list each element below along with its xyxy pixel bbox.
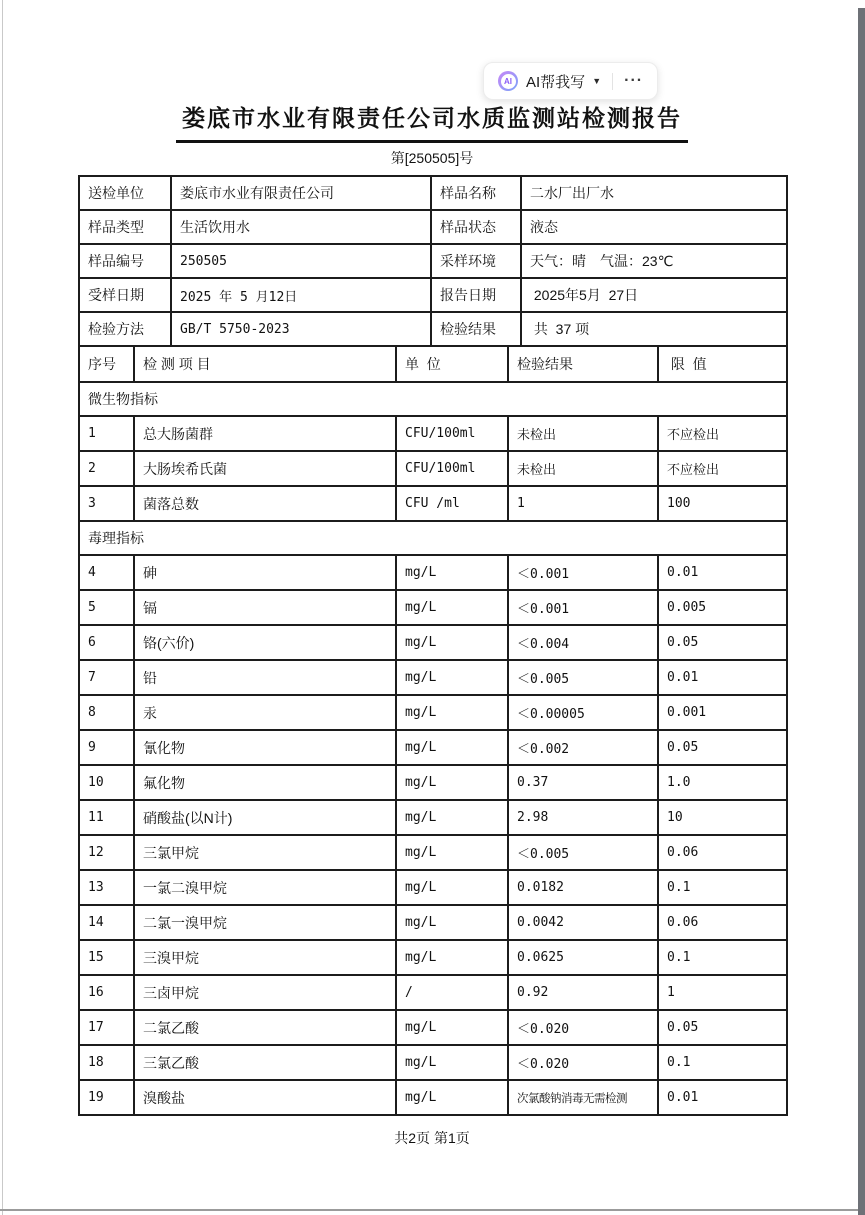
cell-result[interactable]: 未检出 xyxy=(508,451,658,486)
cell-item[interactable]: 镉 xyxy=(134,590,396,625)
cell-item[interactable]: 三氯甲烷 xyxy=(134,835,396,870)
page-left-edge xyxy=(2,0,3,1215)
cell-result[interactable]: 0.92 xyxy=(508,975,658,1010)
result-row xyxy=(79,835,787,870)
info-row xyxy=(79,244,787,278)
cell-limit[interactable]: 0.06 xyxy=(658,905,787,940)
column-header[interactable]: 单 位 xyxy=(396,346,508,382)
info-value[interactable]: 液态 xyxy=(521,210,787,244)
cell-item[interactable]: 氰化物 xyxy=(134,730,396,765)
cell-unit[interactable]: mg/L xyxy=(396,1010,508,1045)
cell-limit[interactable]: 0.06 xyxy=(658,835,787,870)
cell-result[interactable]: ＜0.020 xyxy=(508,1045,658,1080)
cell-unit[interactable]: mg/L xyxy=(396,870,508,905)
info-row xyxy=(79,278,787,312)
ai-logo-icon: AI xyxy=(498,71,518,91)
cell-unit[interactable]: mg/L xyxy=(396,730,508,765)
section-row xyxy=(79,382,787,416)
cell-limit[interactable]: 0.005 xyxy=(658,590,787,625)
cell-limit[interactable]: 100 xyxy=(658,486,787,521)
cell-limit[interactable]: 0.001 xyxy=(658,695,787,730)
info-label[interactable]: 检验方法 xyxy=(79,312,171,346)
result-row xyxy=(79,451,787,486)
cell-result[interactable]: 次氯酸钠消毒无需检测 xyxy=(508,1080,658,1115)
cell-index[interactable]: 9 xyxy=(79,730,134,765)
cell-index[interactable]: 3 xyxy=(79,486,134,521)
info-label[interactable]: 报告日期 xyxy=(431,278,521,312)
cell-limit[interactable]: 0.01 xyxy=(658,1080,787,1115)
results-table-body xyxy=(79,346,787,1115)
cell-limit[interactable]: 不应检出 xyxy=(658,451,787,486)
cell-unit[interactable]: CFU/100ml xyxy=(396,416,508,451)
cell-unit[interactable]: mg/L xyxy=(396,800,508,835)
cell-index[interactable]: 1 xyxy=(79,416,134,451)
info-label[interactable]: 检验结果 xyxy=(431,312,521,346)
cell-unit[interactable]: mg/L xyxy=(396,940,508,975)
info-value[interactable]: 天气：晴 气温：23℃ xyxy=(521,244,787,278)
cell-unit[interactable]: mg/L xyxy=(396,905,508,940)
result-row xyxy=(79,625,787,660)
info-value[interactable]: 二水厂出厂水 xyxy=(521,176,787,210)
cell-index[interactable]: 7 xyxy=(79,660,134,695)
result-row xyxy=(79,905,787,940)
test-results-table xyxy=(78,345,788,1116)
results-header-row xyxy=(79,346,787,382)
cell-result[interactable]: 0.37 xyxy=(508,765,658,800)
cell-result[interactable]: 0.0182 xyxy=(508,870,658,905)
cell-unit[interactable]: CFU /ml xyxy=(396,486,508,521)
cell-item[interactable]: 汞 xyxy=(134,695,396,730)
result-row xyxy=(79,1010,787,1045)
cell-index[interactable]: 10 xyxy=(79,765,134,800)
info-value[interactable]: 娄底市水业有限责任公司 xyxy=(171,176,431,210)
cell-item[interactable]: 三卤甲烷 xyxy=(134,975,396,1010)
cell-result[interactable]: ＜0.001 xyxy=(508,555,658,590)
cell-item[interactable]: 铅 xyxy=(134,660,396,695)
cell-limit[interactable]: 0.05 xyxy=(658,730,787,765)
cell-unit[interactable]: mg/L xyxy=(396,625,508,660)
result-row xyxy=(79,416,787,451)
info-value[interactable]: GB/T 5750-2023 xyxy=(171,312,431,346)
cell-item[interactable]: 三氯乙酸 xyxy=(134,1045,396,1080)
info-label[interactable]: 送检单位 xyxy=(79,176,171,210)
cell-limit[interactable]: 0.01 xyxy=(658,660,787,695)
cell-result[interactable]: ＜0.00005 xyxy=(508,695,658,730)
column-header[interactable]: 检 测 项 目 xyxy=(134,346,396,382)
cell-result[interactable]: 0.0042 xyxy=(508,905,658,940)
info-label[interactable]: 样品编号 xyxy=(79,244,171,278)
cell-unit[interactable]: mg/L xyxy=(396,1080,508,1115)
cell-index[interactable]: 5 xyxy=(79,590,134,625)
info-label[interactable]: 样品状态 xyxy=(431,210,521,244)
info-label[interactable]: 受样日期 xyxy=(79,278,171,312)
sample-info-table xyxy=(78,175,788,347)
cell-index[interactable]: 15 xyxy=(79,940,134,975)
cell-item[interactable]: 溴酸盐 xyxy=(134,1080,396,1115)
cell-index[interactable]: 2 xyxy=(79,451,134,486)
info-value[interactable]: 生活饮用水 xyxy=(171,210,431,244)
cell-item[interactable]: 菌落总数 xyxy=(134,486,396,521)
report-number[interactable]: 第[250505]号 xyxy=(390,150,474,166)
cell-unit[interactable]: mg/L xyxy=(396,835,508,870)
page-bottom-edge xyxy=(0,1209,858,1211)
info-table-body xyxy=(79,176,787,346)
result-row xyxy=(79,975,787,1010)
cell-result[interactable]: 0.0625 xyxy=(508,940,658,975)
info-value[interactable]: 2025 年 5 月12日 xyxy=(171,278,431,312)
cell-index[interactable]: 6 xyxy=(79,625,134,660)
info-label[interactable]: 样品类型 xyxy=(79,210,171,244)
cell-limit[interactable]: 不应检出 xyxy=(658,416,787,451)
page-number-footer: 共2页 第1页 xyxy=(394,1130,470,1146)
cell-index[interactable]: 13 xyxy=(79,870,134,905)
page-right-edge-strip xyxy=(858,8,865,1215)
cell-index[interactable]: 17 xyxy=(79,1010,134,1045)
cell-unit[interactable]: mg/L xyxy=(396,765,508,800)
result-row xyxy=(79,1045,787,1080)
result-row xyxy=(79,800,787,835)
cell-limit[interactable]: 0.01 xyxy=(658,555,787,590)
cell-result[interactable]: ＜0.005 xyxy=(508,660,658,695)
result-row xyxy=(79,1080,787,1115)
result-row xyxy=(79,695,787,730)
cell-item[interactable]: 二氯乙酸 xyxy=(134,1010,396,1045)
column-header[interactable]: 序号 xyxy=(79,346,134,382)
info-row xyxy=(79,312,787,346)
cell-unit[interactable]: mg/L xyxy=(396,555,508,590)
result-row xyxy=(79,555,787,590)
info-label[interactable]: 样品名称 xyxy=(431,176,521,210)
result-row xyxy=(79,590,787,625)
cell-result[interactable]: ＜0.005 xyxy=(508,835,658,870)
cell-limit[interactable]: 10 xyxy=(658,800,787,835)
cell-result[interactable]: 1 xyxy=(508,486,658,521)
cell-item[interactable]: 铬(六价) xyxy=(134,625,396,660)
cell-item[interactable]: 氟化物 xyxy=(134,765,396,800)
report-title[interactable]: 娄底市水业有限责任公司水质监测站检测报告 xyxy=(176,100,688,143)
cell-result[interactable]: ＜0.001 xyxy=(508,590,658,625)
cell-index[interactable]: 12 xyxy=(79,835,134,870)
cell-item[interactable]: 一氯二溴甲烷 xyxy=(134,870,396,905)
cell-result[interactable]: ＜0.004 xyxy=(508,625,658,660)
cell-index[interactable]: 11 xyxy=(79,800,134,835)
cell-index[interactable]: 8 xyxy=(79,695,134,730)
cell-index[interactable]: 19 xyxy=(79,1080,134,1115)
cell-limit[interactable]: 0.05 xyxy=(658,1010,787,1045)
cell-item[interactable]: 硝酸盐(以N计) xyxy=(134,800,396,835)
section-header[interactable]: 毒理指标 xyxy=(79,521,787,555)
info-label[interactable]: 采样环境 xyxy=(431,244,521,278)
info-row xyxy=(79,176,787,210)
cell-result[interactable]: 未检出 xyxy=(508,416,658,451)
result-row xyxy=(79,486,787,521)
ai-assist-button[interactable] xyxy=(483,62,658,100)
cell-item[interactable]: 三溴甲烷 xyxy=(134,940,396,975)
cell-limit[interactable]: 0.05 xyxy=(658,625,787,660)
info-value[interactable]: 250505 xyxy=(171,244,431,278)
info-row xyxy=(79,210,787,244)
cell-limit[interactable]: 0.1 xyxy=(658,870,787,905)
cell-result[interactable]: 2.98 xyxy=(508,800,658,835)
info-value[interactable]: 2025年5月 27日 xyxy=(521,278,787,312)
cell-item[interactable]: 大肠埃希氏菌 xyxy=(134,451,396,486)
cell-index[interactable]: 4 xyxy=(79,555,134,590)
ai-assist-label: AI帮我写 xyxy=(526,73,586,91)
result-row xyxy=(79,940,787,975)
cell-unit[interactable]: mg/L xyxy=(396,660,508,695)
column-header[interactable]: 检验结果 xyxy=(508,346,658,382)
cell-item[interactable]: 二氯一溴甲烷 xyxy=(134,905,396,940)
cell-unit[interactable]: mg/L xyxy=(396,590,508,625)
cell-item[interactable]: 砷 xyxy=(134,555,396,590)
toolbar-divider xyxy=(612,73,613,90)
result-row xyxy=(79,870,787,905)
cell-unit[interactable]: mg/L xyxy=(396,1045,508,1080)
section-row xyxy=(79,521,787,555)
cell-index[interactable]: 18 xyxy=(79,1045,134,1080)
column-header[interactable]: 限 值 xyxy=(658,346,787,382)
section-header[interactable]: 微生物指标 xyxy=(79,382,787,416)
cell-result[interactable]: ＜0.002 xyxy=(508,730,658,765)
more-options-button[interactable]: ··· xyxy=(624,72,644,89)
cell-result[interactable]: ＜0.020 xyxy=(508,1010,658,1045)
result-row xyxy=(79,730,787,765)
cell-unit[interactable]: / xyxy=(396,975,508,1010)
cell-limit[interactable]: 1 xyxy=(658,975,787,1010)
result-row xyxy=(79,660,787,695)
cell-index[interactable]: 14 xyxy=(79,905,134,940)
info-value[interactable]: 共 37 项 xyxy=(521,312,787,346)
cell-limit[interactable]: 0.1 xyxy=(658,1045,787,1080)
result-row xyxy=(79,765,787,800)
cell-limit[interactable]: 0.1 xyxy=(658,940,787,975)
cell-limit[interactable]: 1.0 xyxy=(658,765,787,800)
cell-item[interactable]: 总大肠菌群 xyxy=(134,416,396,451)
cell-unit[interactable]: mg/L xyxy=(396,695,508,730)
cell-unit[interactable]: CFU/100ml xyxy=(396,451,508,486)
cell-index[interactable]: 16 xyxy=(79,975,134,1010)
chevron-down-icon[interactable]: ▼ xyxy=(592,76,602,86)
